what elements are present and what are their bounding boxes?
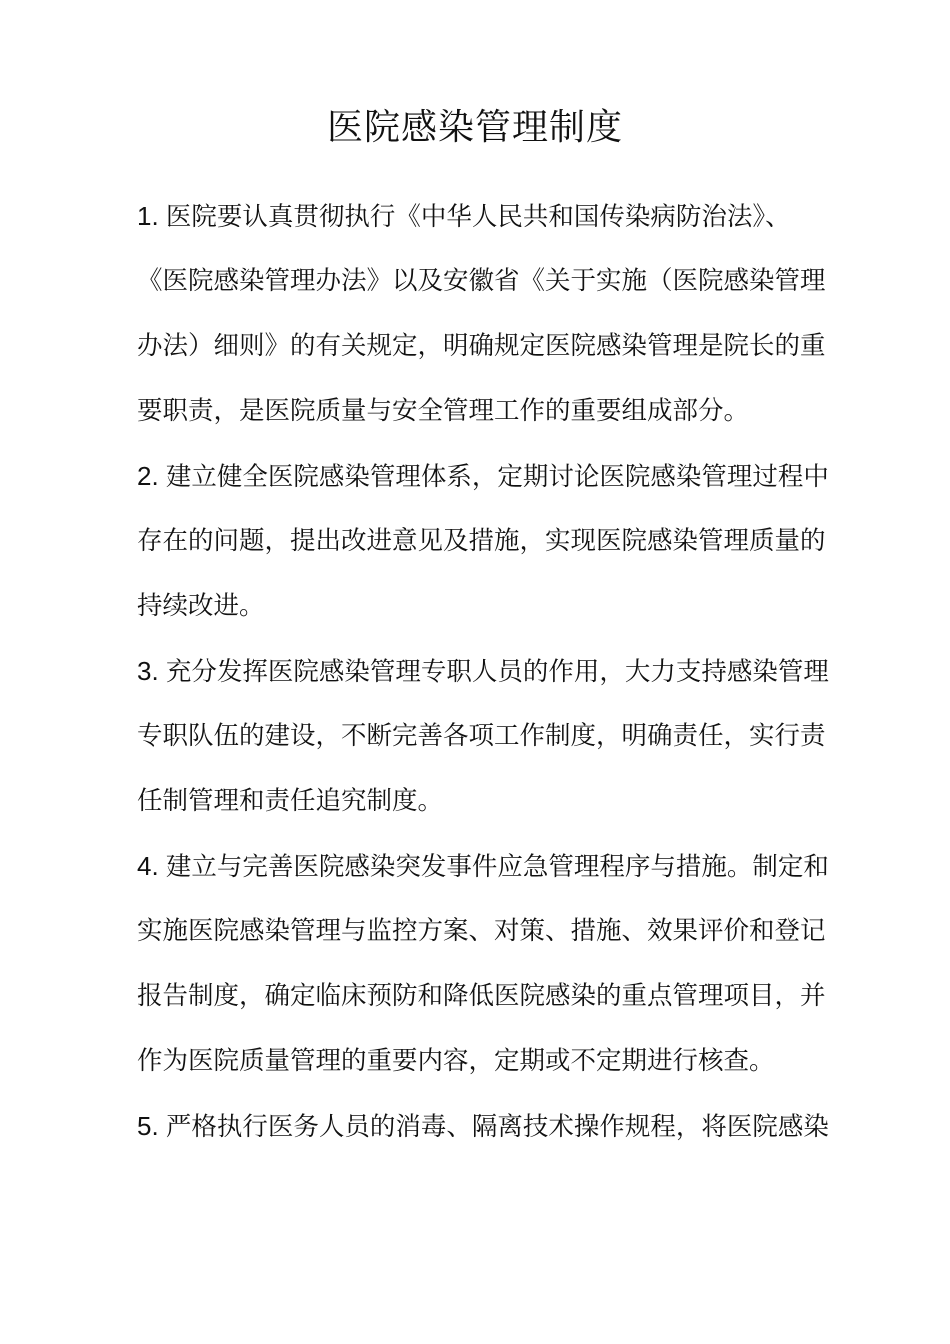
paragraph-line — [137, 444, 827, 509]
paragraph-number: 4. — [137, 851, 166, 881]
paragraph-line: 实施医院感染管理与监控方案、对策、措施、效果评价和登记 — [137, 916, 826, 946]
paragraph-text: 建立健全医院感染管理体系，定期讨论医院感染管理过程中 — [165, 462, 829, 492]
paragraph-line: 持续改进。 — [137, 591, 265, 621]
paragraph-line: 要职责，是医院质量与安全管理工作的重要组成部分。 — [137, 396, 750, 426]
paragraph-line: 报告制度，确定临床预防和降低医院感染的重点管理项目，并 — [137, 981, 826, 1011]
paragraph-4 — [137, 834, 827, 1094]
paragraph-number: 5. — [137, 1111, 166, 1141]
paragraph-line: 任制管理和责任追究制度。 — [137, 786, 444, 816]
paragraph-number: 1. — [137, 201, 166, 231]
paragraph-line — [137, 834, 827, 899]
paragraph-line — [137, 184, 827, 249]
paragraph-line: 《医院感染管理办法》以及安徽省《关于实施（医院感染管理 — [137, 266, 826, 296]
paragraph-text: 严格执行医务人员的消毒、隔离技术操作规程，将医院感染 — [165, 1112, 829, 1142]
paragraph-line: 办法）细则》的有关规定，明确规定医院感染管理是院长的重 — [137, 331, 826, 361]
document-body — [137, 184, 827, 1159]
paragraph-2 — [137, 444, 827, 639]
paragraph-text: 建立与完善医院感染突发事件应急管理程序与措施。制定和 — [165, 852, 829, 882]
paragraph-line: 存在的问题，提出改进意见及措施，实现医院感染管理质量的 — [137, 526, 826, 556]
paragraph-3 — [137, 639, 827, 834]
paragraph-1 — [137, 184, 827, 444]
paragraph-number: 3. — [137, 656, 166, 686]
paragraph-text: 充分发挥医院感染管理专职人员的作用，大力支持感染管理 — [165, 657, 829, 687]
document-title: 医院感染管理制度 — [326, 107, 623, 148]
paragraph-number: 2. — [137, 461, 166, 491]
paragraph-5 — [137, 1094, 827, 1159]
paragraph-text: 医院要认真贯彻执行《中华人民共和国传染病防治法》、 — [165, 202, 791, 232]
paragraph-line: 作为医院质量管理的重要内容，定期或不定期进行核查。 — [137, 1046, 775, 1076]
paragraph-line — [137, 1094, 827, 1159]
paragraph-line: 专职队伍的建设，不断完善各项工作制度，明确责任，实行责 — [137, 721, 826, 751]
paragraph-line — [137, 639, 827, 704]
